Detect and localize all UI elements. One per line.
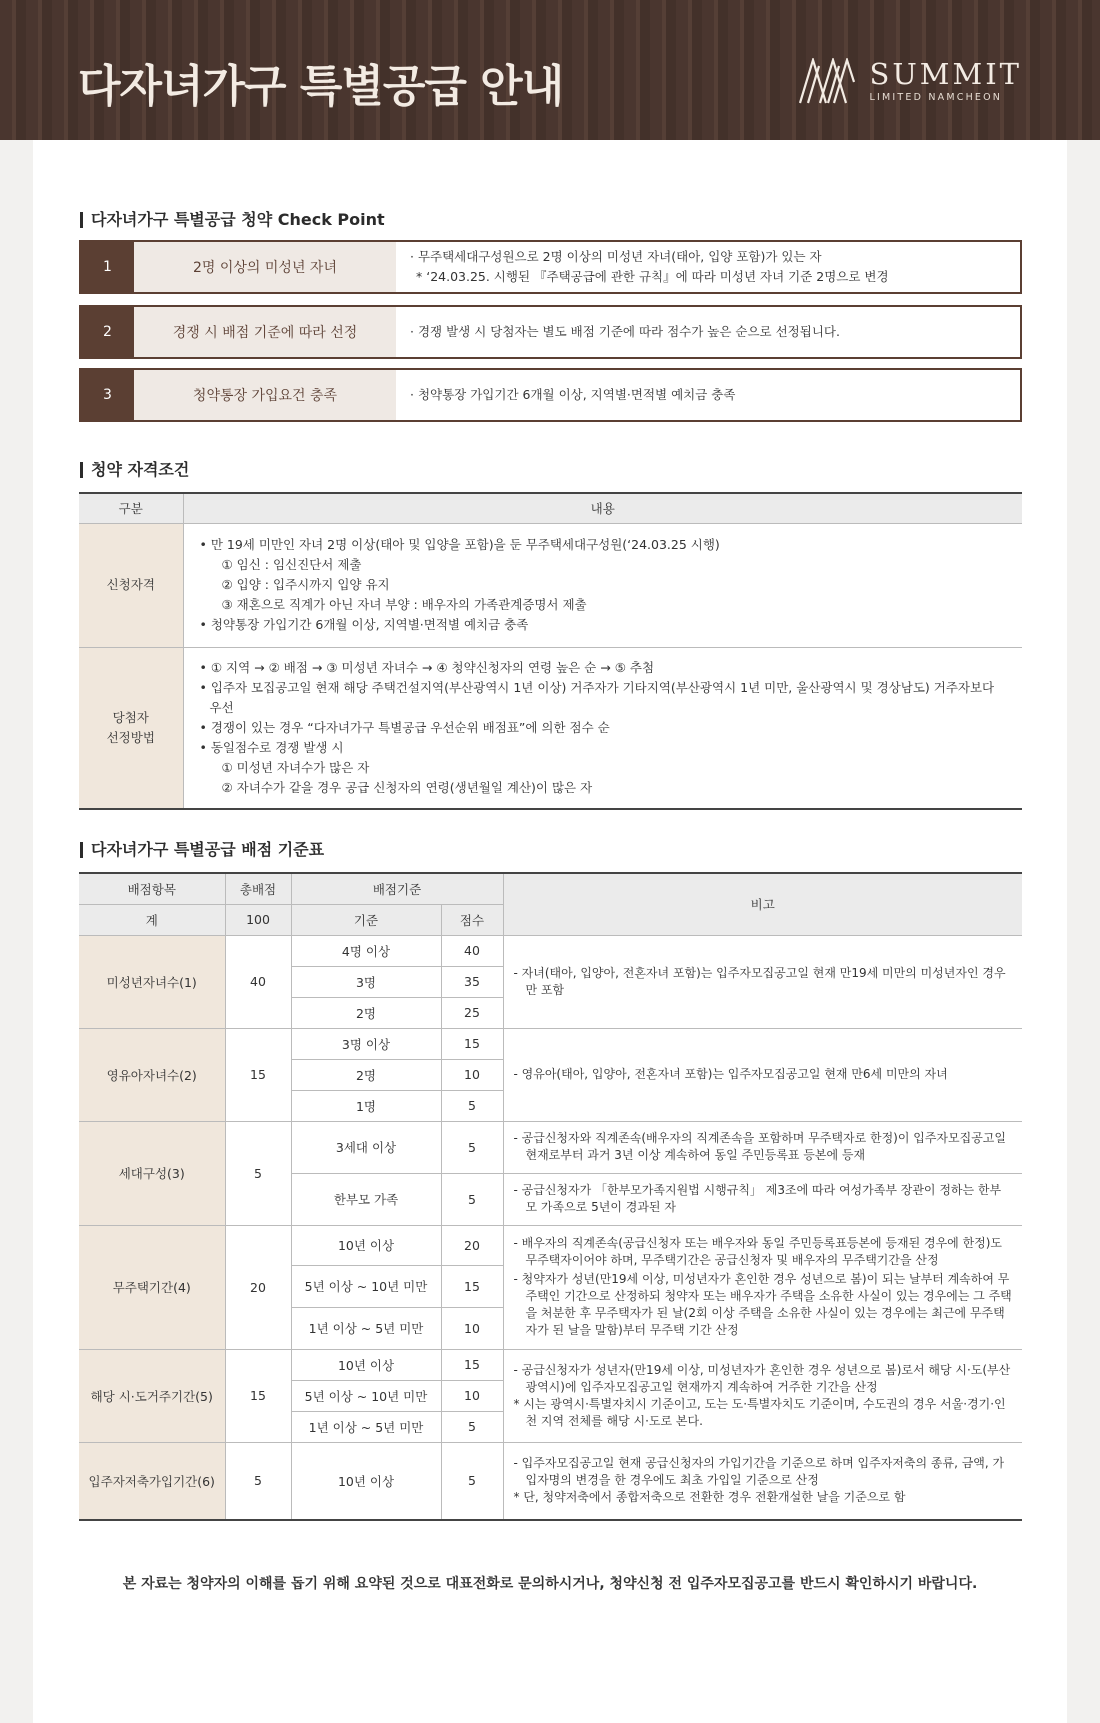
note-line: - 공급신청자가 성년자(만19세 이상, 미성년자가 혼인한 경우 성년으로 봄)로서 해당 시·도(부산광역시)에 입주자모집공고일 현재까지 계속하여 거주한 기간을 산정: [513, 1362, 1011, 1394]
score-note: [503, 1225, 1022, 1349]
checkpoint-label: 청약통장 가입요건 충족: [134, 370, 396, 420]
table-header: 배점기준: [291, 873, 503, 904]
checkpoint-number: 1: [81, 242, 134, 292]
table-row: [79, 1225, 1022, 1265]
qualification-title: 청약 자격조건: [80, 462, 189, 478]
criteria-points: 5: [441, 1121, 503, 1173]
note-line: - 배우자의 직계존속(공급신청자 또는 배우자와 동일 주민등록표등본에 등재된 경우에 한정)도 무주택자이어야 하며, 무주택기간은 공급신청자 및 배우자의 무주택기간을 산정: [513, 1236, 1003, 1267]
table-row: [79, 1121, 1022, 1173]
content-line: ① 미성년 자녀수가 많은 자: [221, 759, 370, 775]
score-item-total: 15: [225, 1349, 291, 1442]
table-header: 배점항목: [79, 873, 225, 904]
criteria-basis: 10년 이상: [291, 1442, 441, 1520]
score-note: [503, 1121, 1022, 1173]
table-row: [79, 1028, 1022, 1059]
criteria-points: 35: [441, 966, 503, 997]
criteria-points: 15: [441, 1265, 503, 1307]
score-item-total: 40: [225, 935, 291, 1028]
table-header: 계: [79, 904, 225, 935]
note-line: - 공급신청자가 「한부모가족지원법 시행규칙」 제3조에 따라 여성가족부 장관이 정하는 한부모 가족으로 5년이 경과된 자: [513, 1183, 1002, 1214]
criteria-points: 20: [441, 1225, 503, 1265]
criteria-points: 5: [441, 1090, 503, 1121]
score-note: [503, 1173, 1022, 1225]
score-note: [503, 935, 1022, 1028]
score-table: [79, 872, 1022, 1521]
content-line: • 경쟁이 있는 경우 “다자녀가구 특별공급 우선순위 배점표”에 의한 점수 순: [199, 719, 610, 735]
note-line: - 자녀(태아, 입양아, 전혼자녀 포함)는 입주자모집공고일 현재 만19세 미만의 미성년자인 경우만 포함: [513, 965, 1006, 997]
criteria-basis: 3명 이상: [291, 1028, 441, 1059]
criteria-points: 5: [441, 1442, 503, 1520]
checkpoint-desc: [396, 307, 1020, 357]
content-line: • 만 19세 미만인 자녀 2명 이상(태아 및 입양을 포함)을 둔 무주택세대구성원(‘24.03.25 시행): [199, 537, 720, 552]
row-label-text: 당첨자 선정방법: [106, 709, 155, 745]
footer-disclaimer: 본 자료는 청약자의 이해를 돕기 위해 요약된 것으로 대표전화로 문의하시거나, 청약신청 전 입주자모집공고를 반드시 확인하시기 바랍니다.: [122, 1576, 978, 1592]
criteria-points: 10: [441, 1059, 503, 1090]
table-row: [79, 647, 1022, 809]
criteria-points: 15: [441, 1349, 503, 1380]
criteria-basis: 1명: [291, 1090, 441, 1121]
criteria-points: 10: [441, 1307, 503, 1349]
criteria-basis: 3세대 이상: [291, 1121, 441, 1173]
note-line: * 단, 청약저축에서 종합저축으로 전환한 경우 전환개설한 날을 기준으로 함: [513, 1490, 906, 1505]
checkpoint-row: [79, 368, 1022, 422]
header-banner: [0, 0, 1100, 140]
note-line: - 영유아(태아, 입양아, 전혼자녀 포함)는 입주자모집공고일 현재 만6세 미만의 자녀: [513, 1067, 948, 1081]
criteria-basis: 2명: [291, 1059, 441, 1090]
score-item-total: 20: [225, 1225, 291, 1349]
note-line: * 시는 광역시·특별자치시 기준이고, 도는 도·특별자치도 기준이며, 수도권의 경우 서울·경기·인천 지역 전체를 해당 시·도로 본다.: [513, 1396, 1006, 1428]
checkpoint-desc-line: · 경쟁 발생 시 당첨자는 별도 배점 기준에 따라 점수가 높은 순으로 선정됩니다.: [410, 324, 840, 339]
table-header: 총배점: [225, 873, 291, 904]
summit-logo: [798, 58, 1023, 104]
table-header: 100: [225, 904, 291, 935]
table-header: 내용: [183, 493, 1022, 523]
criteria-basis: 4명 이상: [291, 935, 441, 966]
checkpoint-title: 다자녀가구 특별공급 청약 Check Point: [80, 212, 385, 228]
table-row: [79, 523, 1022, 647]
checkpoint-row: [79, 305, 1022, 359]
score-note: [503, 1028, 1022, 1121]
content-line: • 동일점수로 경쟁 발생 시: [199, 739, 344, 755]
criteria-basis: 1년 이상 ~ 5년 미만: [291, 1307, 441, 1349]
qualification-table: [79, 492, 1022, 810]
table-row: [79, 935, 1022, 966]
checkpoint-desc: [396, 242, 1020, 292]
score-item-label: 영유아자녀수(2): [79, 1028, 225, 1121]
table-header: 구분: [79, 493, 183, 523]
criteria-basis: 1년 이상 ~ 5년 미만: [291, 1411, 441, 1442]
row-label: [79, 647, 183, 809]
score-item-total: 5: [225, 1121, 291, 1225]
content-line: ② 입양 : 입주시까지 입양 유지: [221, 577, 390, 592]
table-header: 점수: [441, 904, 503, 935]
score-item-total: 15: [225, 1028, 291, 1121]
criteria-basis: 10년 이상: [291, 1225, 441, 1265]
note-line: - 공급신청자와 직계존속(배우자의 직계존속을 포함하며 무주택자로 한정)이 입주자모집공고일 현재로부터 과거 3년 이상 계속하여 동일 주민등록표 등본에 등재: [513, 1131, 1006, 1162]
brand-subtitle: LIMITED NAMCHEON: [869, 92, 1003, 103]
content-line: • 입주자 모집공고일 현재 해당 주택건설지역(부산광역시 1년 이상) 거주자가 기타지역(부산광역시 1년 미만, 울산광역시 및 경상남도) 거주자보다 우선: [199, 679, 995, 715]
row-content: [183, 647, 1022, 809]
checkpoint-label: 2명 이상의 미성년 자녀: [134, 242, 396, 292]
content-line: ③ 재혼으로 직계가 아닌 자녀 부양 : 배우자의 가족관계증명서 제출: [221, 597, 587, 612]
checkpoint-desc-line: · 무주택세대구성원으로 2명 이상의 미성년 자녀(태아, 입양 포함)가 있는 자: [410, 249, 822, 264]
criteria-points: 5: [441, 1173, 503, 1225]
brand-name: SUMMIT: [869, 57, 1022, 91]
content-line: • ① 지역 → ② 배점 → ③ 미성년 자녀수 → ④ 청약신청자의 연령 높은 순 → ⑤ 추첨: [199, 659, 655, 675]
checkpoint-number: 2: [81, 307, 134, 357]
score-item-label: 해당 시·도거주기간(5): [79, 1349, 225, 1442]
row-label: 신청자격: [79, 523, 183, 647]
checkpoint-number: 3: [81, 370, 134, 420]
checkpoint-desc-line: · 청약통장 가입기간 6개월 이상, 지역별·면적별 예치금 충족: [410, 387, 736, 402]
score-item-label: 무주택기간(4): [79, 1225, 225, 1349]
score-item-total: 5: [225, 1442, 291, 1520]
criteria-basis: 5년 이상 ~ 10년 미만: [291, 1380, 441, 1411]
table-header: 기준: [291, 904, 441, 935]
table-row: [79, 1442, 1022, 1520]
note-line: - 청약자가 성년(만19세 이상, 미성년자가 혼인한 경우 성년으로 봄)이 되는 날부터 계속하여 무주택인 기간으로 산정하되 청약자 또는 배우자가 주택을 소유한 사실이 있는 경우에는 그 주택을 처분한 후 무주택자가 된 날(2회 이상 주택을 소유한 사실이 있는 경우에는 최근에 무주택자가 된 날을 말함)부터 무주택 기간 산정: [513, 1272, 1012, 1337]
score-item-label: 세대구성(3): [79, 1121, 225, 1225]
content-line: • 청약통장 가입기간 6개월 이상, 지역별·면적별 예치금 충족: [199, 617, 529, 632]
summit-logo-icon: [798, 58, 856, 104]
checkpoint-label: 경쟁 시 배점 기준에 따라 선정: [134, 307, 396, 357]
content-line: ② 자녀수가 같을 경우 공급 신청자의 연령(생년월일 계산)이 많은 자: [221, 779, 593, 795]
page-title: 다자녀가구 특별공급 안내: [78, 61, 564, 112]
criteria-basis: 5년 이상 ~ 10년 미만: [291, 1265, 441, 1307]
row-content: [183, 523, 1022, 647]
table-row: [79, 1349, 1022, 1380]
score-item-label: 입주자저축가입기간(6): [79, 1442, 225, 1520]
criteria-points: 40: [441, 935, 503, 966]
note-line: - 입주자모집공고일 현재 공급신청자의 가입기간을 기준으로 하며 입주자저축의 종류, 금액, 가입자명의 변경을 한 경우에도 최초 가입일 기준으로 산정: [513, 1456, 1005, 1488]
criteria-points: 15: [441, 1028, 503, 1059]
criteria-basis: 10년 이상: [291, 1349, 441, 1380]
checkpoint-desc: [396, 370, 1020, 420]
score-note: [503, 1349, 1022, 1442]
score-table-title: 다자녀가구 특별공급 배점 기준표: [80, 842, 324, 858]
score-item-label: 미성년자녀수(1): [79, 935, 225, 1028]
criteria-points: 25: [441, 997, 503, 1028]
criteria-basis: 2명: [291, 997, 441, 1028]
score-note: [503, 1442, 1022, 1520]
criteria-points: 10: [441, 1380, 503, 1411]
checkpoint-row: [79, 240, 1022, 294]
criteria-points: 5: [441, 1411, 503, 1442]
criteria-basis: 3명: [291, 966, 441, 997]
content-line: ① 임신 : 임신진단서 제출: [221, 557, 362, 572]
checkpoint-desc-line: * ‘24.03.25. 시행된 『주택공급에 관한 규칙』에 따라 미성년 자녀 기준 2명으로 변경: [416, 269, 889, 284]
criteria-basis: 한부모 가족: [291, 1173, 441, 1225]
table-header: 비고: [503, 873, 1022, 935]
